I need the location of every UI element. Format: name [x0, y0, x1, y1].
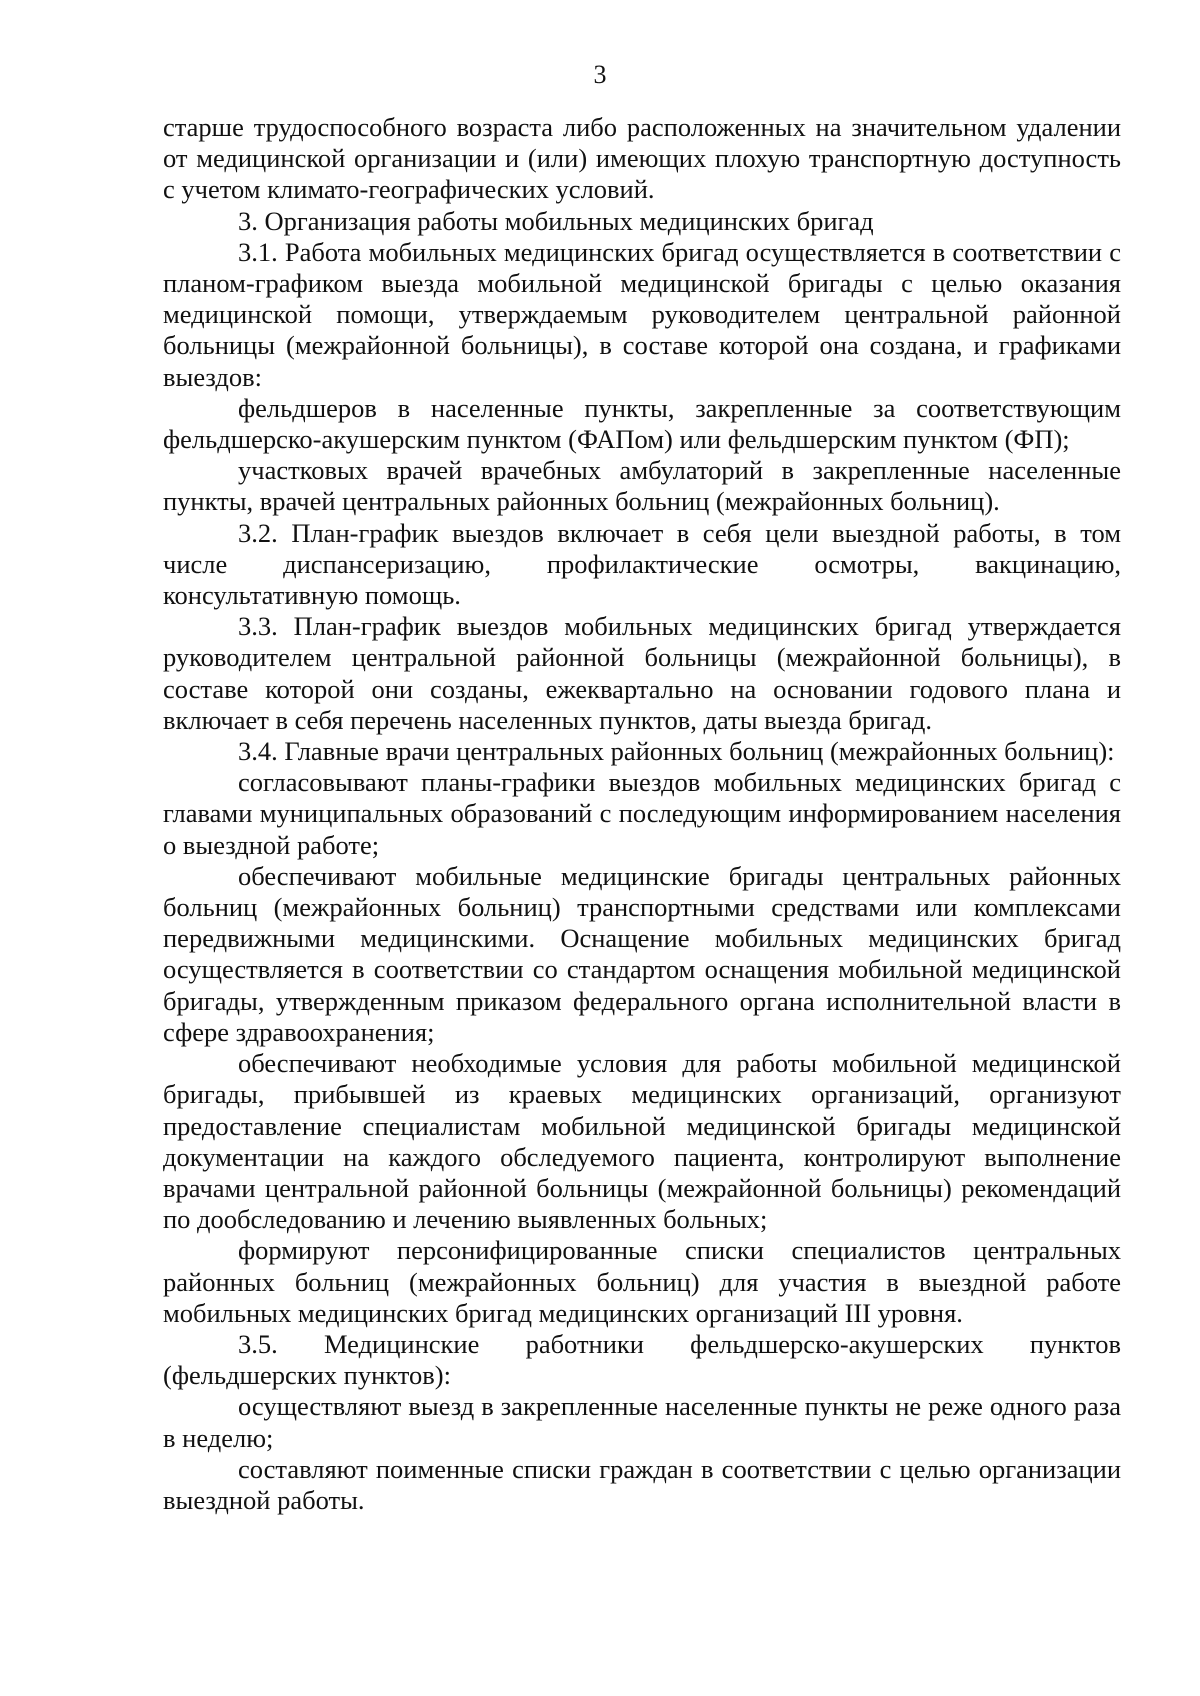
paragraph: 3.4. Главные врачи центральных районных больниц (межрайонных больниц):: [238, 736, 1115, 767]
paragraph: старше трудоспособного возраста либо расположенных на значительном удалении от медицинской организации и (или) имеющих плохую транспортную доступность с учетом климато-географических условий.: [163, 112, 1121, 205]
section-heading: 3. Организация работы мобильных медицинских бригад: [238, 205, 874, 236]
paragraph: участковых врачей врачебных амбулаторий в закрепленные населенные пункты, врачей центральных районных больниц (межрайонных больниц).: [163, 455, 1121, 517]
paragraph: 3.1. Работа мобильных медицинских бригад осуществляется в соответствии с планом-графиком выезда мобильной медицинской бригады с целью оказания медицинской помощи, утверждаемым руководителем центральной районной больницы (межрайонной больницы), в составе которой она создана, и графиками выездов:: [163, 236, 1121, 392]
paragraph: 3.3. План-график выездов мобильных медицинских бригад утверждается руководителем центральной районной больницы (межрайонной больницы), в составе которой они созданы, ежеквартально на основании годового плана и включает в себя перечень населенных пунктов, даты выезда бригад.: [163, 611, 1121, 735]
paragraph: формируют персонифицированные списки специалистов центральных районных больниц (межрайонных больниц) для участия в выездной работе мобильных медицинских бригад медицинских организаций III уровня.: [163, 1235, 1121, 1328]
paragraph: обеспечивают мобильные медицинские бригады центральных районных больниц (межрайонных больниц) транспортными средствами или комплексами передвижными медицинскими. Оснащение мобильных медицинских бригад осуществляется в соответствии со стандартом оснащения мобильной медицинской бригады, утвержденным приказом федерального органа исполнительной власти в сфере здравоохранения;: [163, 860, 1121, 1047]
paragraph: осуществляют выезд в закрепленные населенные пункты не реже одного раза в неделю;: [163, 1391, 1121, 1453]
page-number: 3: [593, 60, 607, 89]
paragraph: составляют поименные списки граждан в соответствии с целью организации выездной работы.: [163, 1453, 1121, 1515]
paragraph: обеспечивают необходимые условия для работы мобильной медицинской бригады, прибывшей из краевых медицинских организаций, организуют предоставление специалистам мобильной медицинской бригады медицинской документации на каждого обследуемого пациента, контролируют выполнение врачами центральной районной больницы (межрайонной больницы) рекомендаций по дообследованию и лечению выявленных больных;: [163, 1048, 1121, 1235]
paragraph: 3.2. План-график выездов включает в себя цели выездной работы, в том числе диспансеризацию, профилактические осмотры, вакцинацию, консультативную помощь.: [163, 517, 1121, 611]
paragraph: 3.5. Медицинские работники фельдшерско-акушерских пунктов (фельдшерских пунктов):: [163, 1328, 1121, 1391]
paragraph: согласовывают планы-графики выездов мобильных медицинских бригад с главами муниципальных образований с последующим информированием населения о выездной работе;: [163, 767, 1121, 860]
paragraph: фельдшеров в населенные пункты, закрепленные за соответствующим фельдшерско-акушерским пунктом (ФАПом) или фельдшерским пунктом (ФП);: [163, 392, 1121, 455]
document-body: [163, 112, 1121, 1516]
